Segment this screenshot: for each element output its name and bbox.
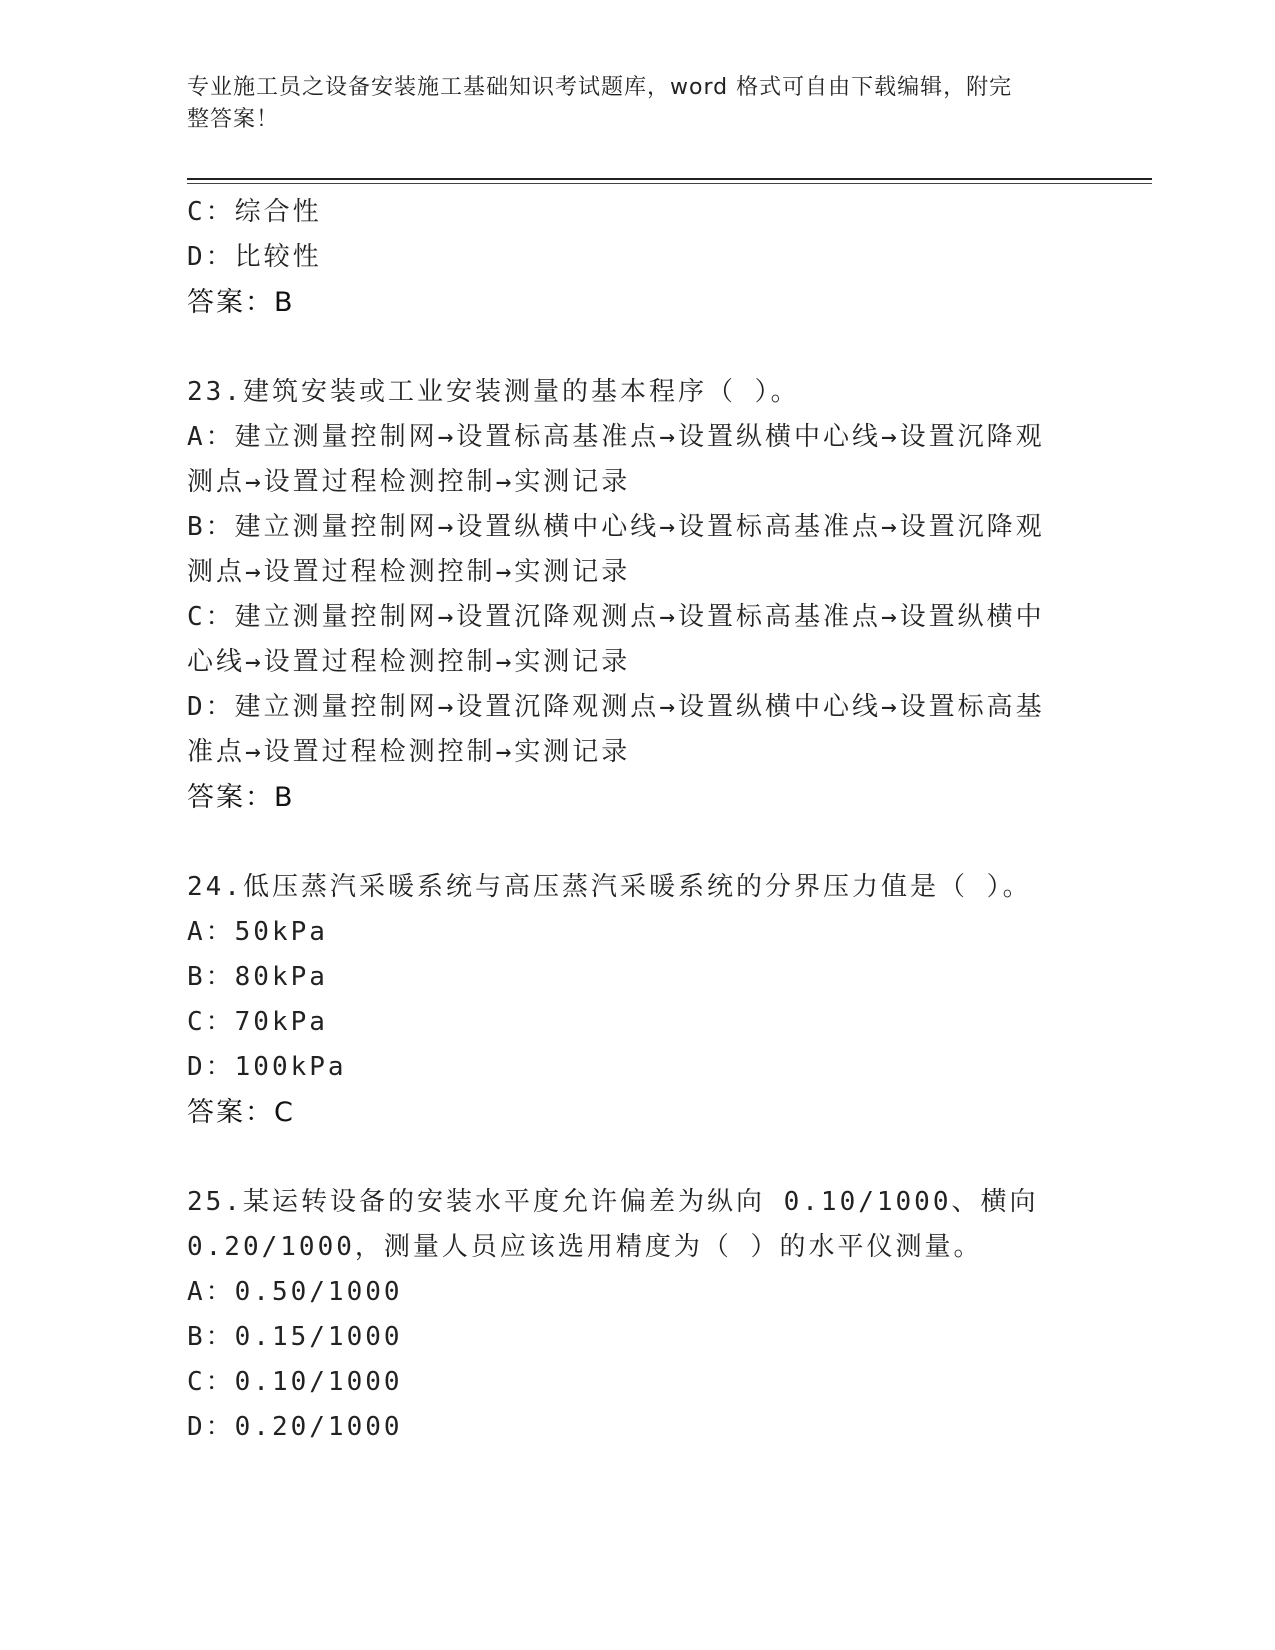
q23-option-c-line-2: 心线→设置过程检测控制→实测记录 bbox=[187, 647, 631, 677]
q25-option-a: A：0.50/1000 bbox=[187, 1277, 403, 1307]
spacer bbox=[187, 1136, 1087, 1180]
q22-option-c: C：综合性 bbox=[187, 197, 322, 227]
q24-answer: 答案：C bbox=[187, 1097, 295, 1128]
spacer bbox=[187, 326, 1087, 370]
question-23-block bbox=[187, 370, 1087, 821]
q23-option-a-line-1: A：建立测量控制网→设置标高基准点→设置纵横中心线→设置沉降观 bbox=[187, 422, 1045, 452]
q25-question-line-1: 25.某运转设备的安装水平度允许偏差为纵向 0.10/1000、横向 bbox=[187, 1187, 1039, 1217]
question-content bbox=[187, 190, 1087, 1450]
q22-option-d: D：比较性 bbox=[187, 242, 322, 272]
q25-option-c: C：0.10/1000 bbox=[187, 1367, 403, 1397]
q23-option-b-line-1: B：建立测量控制网→设置纵横中心线→设置标高基准点→设置沉降观 bbox=[187, 512, 1045, 542]
header-divider-thick bbox=[187, 178, 1152, 180]
q23-option-d-line-1: D：建立测量控制网→设置沉降观测点→设置纵横中心线→设置标高基 bbox=[187, 692, 1045, 722]
q24-option-c: C：70kPa bbox=[187, 1007, 328, 1037]
q23-option-b-line-2: 测点→设置过程检测控制→实测记录 bbox=[187, 557, 631, 587]
q24-question: 24.低压蒸汽采暖系统与高压蒸汽采暖系统的分界压力值是（ ）。 bbox=[187, 872, 1032, 902]
q24-option-a: A：50kPa bbox=[187, 917, 328, 947]
question-25-block bbox=[187, 1180, 1087, 1450]
header-title-line-2: 整答案！ bbox=[187, 107, 280, 132]
q23-option-a-line-2: 测点→设置过程检测控制→实测记录 bbox=[187, 467, 631, 497]
q22-answer: 答案：B bbox=[187, 287, 295, 318]
spacer bbox=[187, 821, 1087, 865]
q24-option-b: B：80kPa bbox=[187, 962, 328, 992]
question-22-block bbox=[187, 190, 1087, 326]
q23-answer: 答案：B bbox=[187, 782, 295, 813]
document-header bbox=[187, 72, 1067, 136]
q25-option-b: B：0.15/1000 bbox=[187, 1322, 403, 1352]
q24-option-d: D：100kPa bbox=[187, 1052, 347, 1082]
header-divider-thin bbox=[187, 183, 1152, 184]
q23-option-c-line-1: C：建立测量控制网→设置沉降观测点→设置标高基准点→设置纵横中 bbox=[187, 602, 1045, 632]
q23-option-d-line-2: 准点→设置过程检测控制→实测记录 bbox=[187, 737, 631, 767]
q25-question-line-2: 0.20/1000，测量人员应该选用精度为（ ）的水平仪测量。 bbox=[187, 1232, 983, 1262]
question-24-block bbox=[187, 865, 1087, 1136]
header-title-line-1: 专业施工员之设备安装施工基础知识考试题库，word 格式可自由下载编辑，附完 bbox=[187, 75, 1013, 100]
q25-option-d: D：0.20/1000 bbox=[187, 1412, 403, 1442]
q23-question: 23.建筑安装或工业安装测量的基本程序（ ）。 bbox=[187, 377, 800, 407]
